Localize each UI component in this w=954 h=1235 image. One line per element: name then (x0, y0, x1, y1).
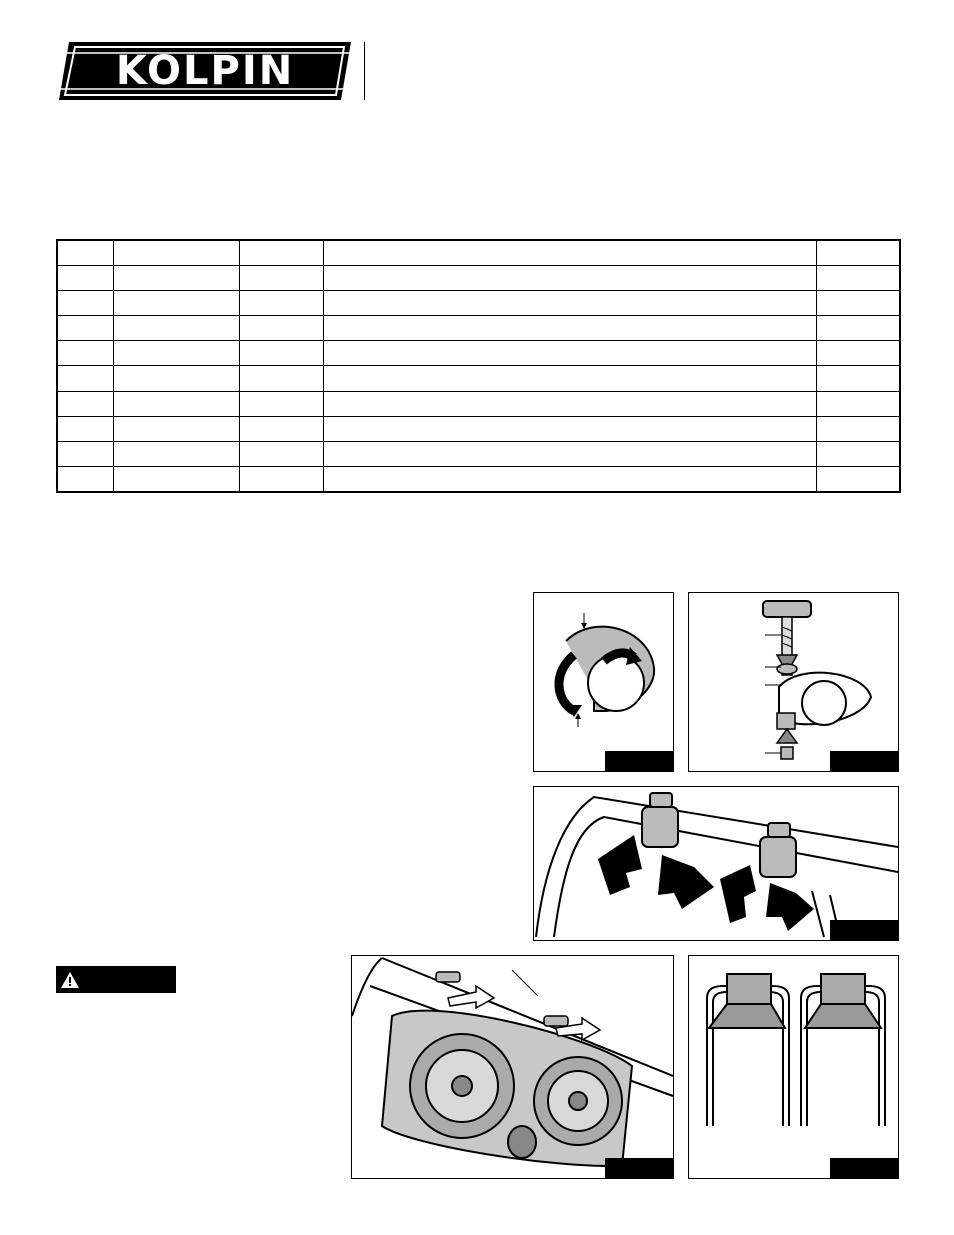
brand-name: KOLPIN (115, 48, 295, 94)
header-divider (364, 42, 365, 100)
figure-roll-bar-mount (533, 786, 899, 941)
table-row (57, 240, 900, 266)
brand-logo (55, 40, 355, 102)
figure-caption (605, 1158, 673, 1178)
clamp-open-illustration (534, 593, 673, 771)
table-row (57, 291, 900, 316)
table-row (57, 391, 900, 416)
table-row (57, 466, 900, 492)
table-row (57, 316, 900, 341)
figure-caption (830, 751, 898, 771)
table-row (57, 416, 900, 441)
warning-triangle-icon (60, 971, 80, 989)
speaker-install-illustration (352, 956, 673, 1178)
roll-bar-illustration (534, 787, 898, 940)
figure-caption (605, 751, 673, 771)
table-row (57, 366, 900, 391)
figure-caption (830, 920, 898, 940)
knob-assembly-illustration (689, 593, 898, 771)
figure-knob-assembly (688, 592, 899, 772)
figure-clamp-open (533, 592, 674, 772)
figure-speaker-placement (688, 955, 899, 1179)
parts-table (56, 239, 901, 493)
speaker-placement-illustration (689, 956, 898, 1178)
figure-caption (830, 1158, 898, 1178)
table-row (57, 266, 900, 291)
warning-label (56, 966, 176, 993)
table-row (57, 441, 900, 466)
figure-speaker-install (351, 955, 674, 1179)
table-row (57, 341, 900, 366)
